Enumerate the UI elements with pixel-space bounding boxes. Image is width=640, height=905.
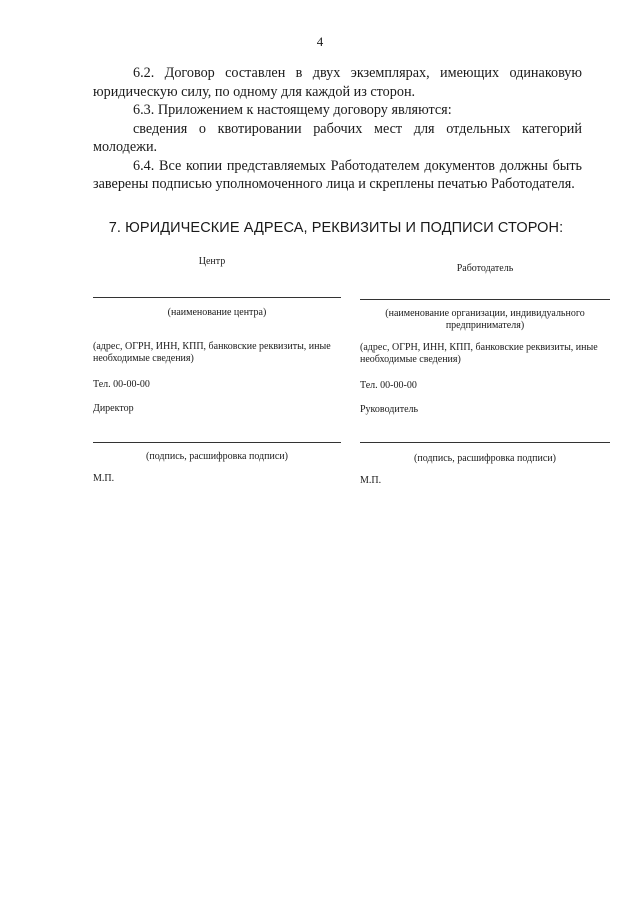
party-left [93,256,341,485]
party-left-requisites: (адрес, ОГРН, ИНН, КПП, банковские реквизиты, иные необходимые сведения) [93,341,331,364]
party-right-signature-caption: (подпись, расшифровка подписи) [414,453,556,464]
party-right [360,256,610,487]
party-left-name-caption: (наименование центра) [167,307,267,318]
page-number: 4 [316,34,324,49]
clause-6-3: 6.3. Приложением к настоящему договору являются: [133,102,452,118]
party-right-seal: М.П. [360,475,382,486]
party-right-requisites: (адрес, ОГРН, ИНН, КПП, банковские реквизиты, иные необходимые сведения) [360,342,598,365]
party-left-phone: Тел. 00-00-00 [93,379,150,390]
party-left-signature-line [93,442,341,443]
party-right-position: Руководитель [360,404,419,415]
party-right-name-line [360,299,610,300]
party-right-phone: Тел. 00-00-00 [360,380,417,391]
party-left-position: Директор [93,403,134,414]
party-right-name-caption: (наименование организации, индивидуального предпринимателя) [385,308,585,331]
clauses-block [93,64,582,194]
party-left-seal: М.П. [93,473,115,484]
clause-6-2: 6.2. Договор составлен в двух экземплярах, имеющих одинаковую юридическую силу, по одному для каждой из сторон. [93,65,582,100]
party-left-name-line [93,297,341,298]
party-right-title: Работодатель [456,263,514,274]
clause-6-4: 6.4. Все копии представляемых Работодателем документов должны быть заверены подписью уполномоченного лица и скреплены печатью Работодателя. [93,157,582,192]
party-right-signature-line [360,442,610,443]
party-left-signature-caption: (подпись, расшифровка подписи) [146,451,288,462]
party-left-title: Центр [198,256,226,267]
clause-6-3-item: сведения о квотировании рабочих мест для отдельных категорий молодежи. [93,120,582,155]
section-heading: 7. ЮРИДИЧЕСКИЕ АДРЕСА, РЕКВИЗИТЫ И ПОДПИСИ СТОРОН: [108,220,564,236]
